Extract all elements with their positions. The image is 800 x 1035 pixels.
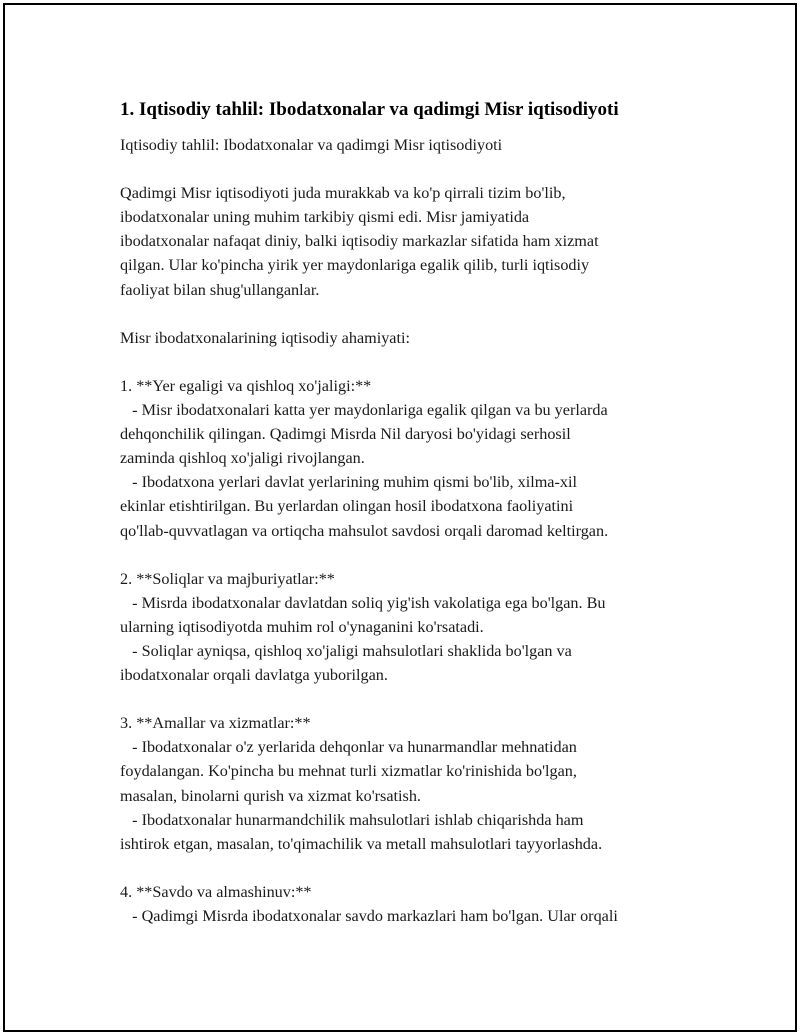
text-line: ekinlar etishtirilgan. Bu yerlardan olingan hosil ibodatxona faoliyatini [120, 497, 574, 516]
blank-line [120, 543, 720, 567]
text-line: ishtirok etgan, masalan, to'qimachilik va metall mahsulotlari tayyorlashda. [120, 834, 603, 853]
text-line: foydalangan. Ko'pincha bu mehnat turli xizmatlar ko'rinishida bo'lgan, [120, 762, 577, 781]
text-line: ibodatxonalar nafaqat diniy, balki iqtisodiy markazlar sifatida ham xizmat [120, 232, 599, 251]
text-line: 4. **Savdo va almashinuv:** [120, 882, 312, 901]
text-line: - Soliqlar ayniqsa, qishloq xo'jaligi mahsulotlari shaklida bo'lgan va [120, 641, 572, 660]
text-line: masalan, binolarni qurish va xizmat ko'rsatish. [120, 786, 421, 805]
section-heading: 1. Iqtisodiy tahlil: Ibodatxonalar va qadimgi Misr iqtisodiyoti [120, 99, 619, 120]
paragraph-lines [120, 133, 720, 928]
blank-line [120, 302, 720, 326]
text-line: 2. **Soliqlar va majburiyatlar:** [120, 569, 335, 588]
text-line: - Ibodatxonalar o'z yerlarida dehqonlar va hunarmandlar mehnatidan [120, 738, 577, 757]
page-frame [3, 3, 797, 1032]
document-body [120, 97, 720, 928]
text-line: - Misrda ibodatxonalar davlatdan soliq yig'ish vakolatiga ega bo'lgan. Bu [120, 593, 606, 612]
text-line: Iqtisodiy tahlil: Ibodatxonalar va qadimgi Misr iqtisodiyoti [120, 136, 503, 154]
text-line: faoliyat bilan shug'ullanganlar. [120, 280, 320, 299]
blank-line [120, 157, 720, 181]
blank-line [120, 350, 720, 374]
text-line: 3. **Amallar va xizmatlar:** [120, 714, 311, 733]
text-line: qilgan. Ular ko'pincha yirik yer maydonlariga egalik qilib, turli iqtisodiy [120, 256, 590, 275]
text-line: - Misr ibodatxonalari katta yer maydonlariga egalik qilgan va bu yerlarda [120, 401, 608, 420]
text-line: dehqonchilik qilingan. Qadimgi Misrda Nil daryosi bo'yidagi serhosil [120, 425, 571, 444]
text-line: ularning iqtisodiyotda muhim rol o'ynaganini ko'rsatadi. [120, 617, 484, 636]
text-line: Qadimgi Misr iqtisodiyoti juda murakkab va ko'p qirrali tizim bo'lib, [120, 184, 566, 203]
blank-line [120, 687, 720, 711]
text-line: ibodatxonalar orqali davlatga yuborilgan. [120, 666, 388, 685]
text-line: 1. **Yer egaligi va qishloq xo'jaligi:** [120, 376, 372, 395]
text-line: qo'llab-quvvatlagan va ortiqcha mahsulot savdosi orqali daromad keltirgan. [120, 521, 609, 540]
text-line: Misr ibodatxonalarining iqtisodiy ahamiyati: [120, 328, 410, 347]
text-line: - Qadimgi Misrda ibodatxonalar savdo markazlari ham bo'lgan. Ular orqali [120, 907, 618, 925]
text-line: ibodatxonalar uning muhim tarkibiy qismi edi. Misr jamiyatida [120, 208, 530, 227]
text-line: - Ibodatxona yerlari davlat yerlarining muhim qismi bo'lib, xilma-xil [120, 473, 577, 492]
text-line: zaminda qishloq xo'jaligi rivojlangan. [120, 449, 365, 468]
text-line: - Ibodatxonalar hunarmandchilik mahsulotlari ishlab chiqarishda ham [120, 810, 584, 829]
blank-line [120, 856, 720, 880]
